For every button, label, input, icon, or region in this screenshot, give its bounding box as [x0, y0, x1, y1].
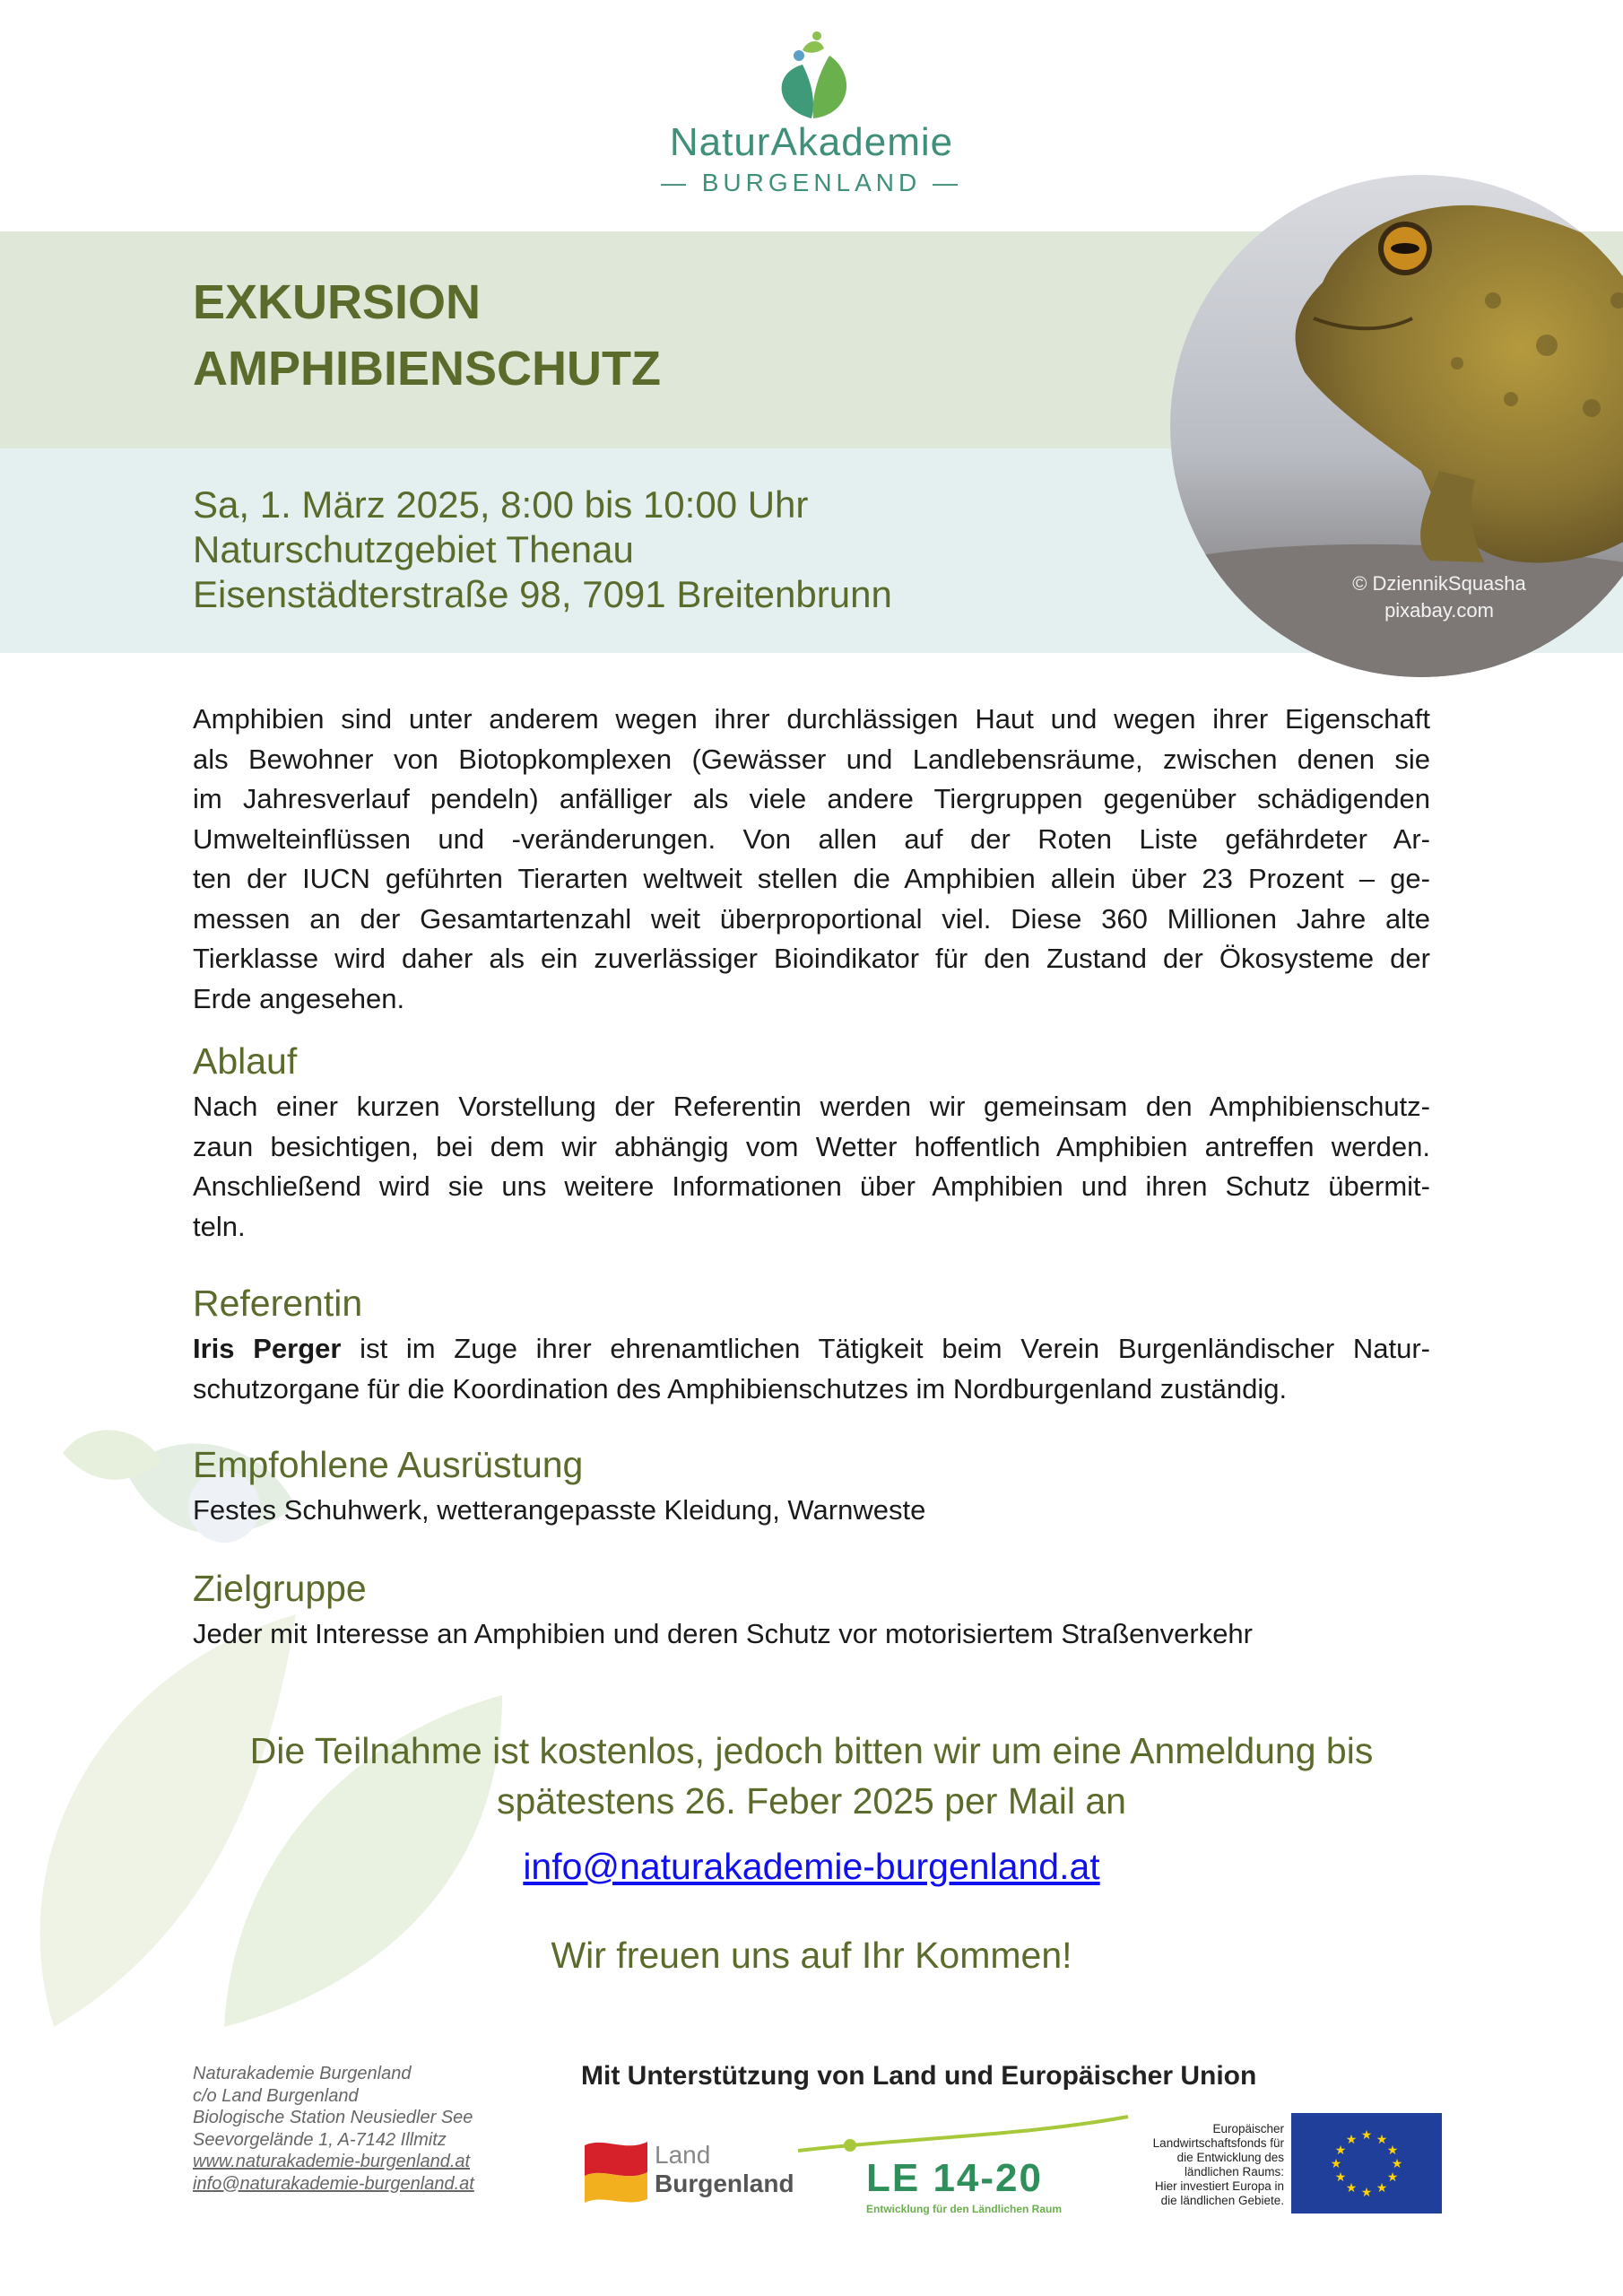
page-title — [193, 269, 661, 402]
referentin-heading: Referentin — [193, 1283, 363, 1324]
footer-address-line: c/o Land Burgenland — [193, 2085, 359, 2106]
zielgruppe-text: Jeder mit Interesse an Amphibien und deren Schutz vor motorisiertem Straßenverkehr — [193, 1618, 1253, 1649]
referentin-line: schutzorgane für die Koordination des Amphibienschutzes im Nordburgenland zuständig. — [193, 1372, 1288, 1405]
ausruestung-heading: Empfohlene Ausrüstung — [193, 1444, 584, 1485]
footer-address-line: Naturakademie Burgenland — [193, 2064, 412, 2083]
eu-fund-text — [1112, 2122, 1284, 2208]
intro-line: Tierklasse wird daher als ein zuverlässiger Bioindikator für den Zustand der Ökosysteme der — [193, 943, 1430, 974]
ablauf-paragraph — [193, 1087, 1430, 1247]
le-logo-subtitle: Entwicklung für den Ländlichen Raum — [866, 2203, 1063, 2215]
event-address: Eisenstädterstraße 98, 7091 Breitenbrunn — [193, 573, 892, 615]
registration-line-1: Die Teilnahme ist kostenlos, jedoch bitten wir um eine Anmeldung bis — [249, 1730, 1374, 1771]
land-logo-line-1: Land — [655, 2141, 711, 2169]
naturakademie-logo — [646, 25, 977, 204]
closing-text: Wir freuen uns auf Ihr Kommen! — [551, 1935, 1072, 1976]
referentin-text: ist im Zuge ihrer ehrenamtlichen Tätigkeit beim Verein Burgenländischer Natur- — [341, 1333, 1430, 1364]
intro-line: Umwelteinflüssen und -veränderungen. Von allen auf der Roten Liste gefährdeter Ar- — [193, 822, 1430, 855]
intro-line: ten der IUCN geführten Tierarten weltweit stellen die Amphibien allein über 23 Prozent – ge- — [193, 863, 1430, 894]
intro-line: Erde angesehen. — [193, 982, 405, 1014]
svg-text:★: ★ — [1345, 2133, 1358, 2147]
footer-website-link[interactable]: www.naturakademie-burgenland.at — [193, 2152, 471, 2171]
logo-name: NaturAkademie — [669, 120, 954, 164]
footer-address — [193, 2063, 474, 2195]
referentin-paragraph — [193, 1329, 1430, 1409]
photo-credit-author: © DziennikSquasha — [1352, 572, 1526, 595]
referentin-name: Iris Perger — [193, 1333, 342, 1364]
logo-subtitle: — BURGENLAND — — [660, 169, 963, 196]
svg-text:★: ★ — [1386, 2170, 1399, 2185]
logo-leaf-icon — [767, 29, 856, 122]
footer-address-line: Seevorgelände 1, A-7142 Illmitz — [193, 2129, 447, 2150]
footer-address-line: Biologische Station Neusiedler See — [193, 2108, 473, 2127]
registration-email-link[interactable]: info@naturakademie-burgenland.at — [523, 1846, 1100, 1887]
intro-paragraph — [193, 700, 1430, 1019]
eu-text-line: die ländlichen Gebiete. — [1160, 2194, 1284, 2207]
svg-text:★: ★ — [1376, 2181, 1388, 2196]
event-place: Naturschutzgebiet Thenau — [193, 528, 634, 570]
svg-text:★: ★ — [1345, 2181, 1358, 2196]
svg-text:★: ★ — [1391, 2157, 1403, 2171]
event-date: Sa, 1. März 2025, 8:00 bis 10:00 Uhr — [193, 483, 809, 526]
svg-text:★: ★ — [1334, 2144, 1347, 2158]
support-statement: Mit Unterstützung von Land und Europäischer Union — [581, 2061, 1257, 2091]
event-details — [193, 483, 892, 617]
le-14-20-logo — [796, 2106, 1130, 2222]
registration-note — [193, 1726, 1430, 1826]
eu-flag-icon — [1291, 2113, 1442, 2213]
land-burgenland-logo — [581, 2135, 796, 2215]
svg-text:★: ★ — [1360, 2128, 1373, 2143]
eu-text-line: Europäischer — [1212, 2122, 1284, 2135]
svg-text:★: ★ — [1330, 2157, 1342, 2171]
svg-text:★: ★ — [1376, 2133, 1388, 2147]
intro-line: messen an der Gesamtartenzahl weit überproportional viel. Diese 360 Millionen Jahre alte — [193, 902, 1430, 935]
registration-line-2: spätestens 26. Feber 2025 per Mail an — [497, 1780, 1126, 1822]
ablauf-line: Anschließend wird sie uns weitere Informationen über Amphibien und ihren Schutz übermit- — [193, 1170, 1430, 1202]
ablauf-line: Nach einer kurzen Vorstellung der Referentin werden wir gemeinsam den Amphibienschutz- — [193, 1091, 1430, 1122]
land-logo-line-2: Burgenland — [655, 2170, 794, 2197]
footer-email-link[interactable]: info@naturakademie-burgenland.at — [193, 2173, 474, 2194]
svg-text:★: ★ — [1360, 2186, 1373, 2200]
eu-text-line: ländlichen Raums: — [1184, 2165, 1284, 2179]
eu-text-line: Hier investiert Europa in — [1154, 2179, 1284, 2193]
photo-credit-source: pixabay.com — [1384, 599, 1494, 622]
svg-text:★: ★ — [1334, 2170, 1347, 2185]
burgenland-flag-icon — [581, 2136, 651, 2206]
eu-text-line: die Entwicklung des — [1176, 2151, 1284, 2164]
le-swoosh-icon — [796, 2106, 1130, 2160]
intro-line: im Jahresverlauf pendeln) anfälliger als viele andere Tiergruppen gegenüber schädigenden — [193, 783, 1430, 814]
intro-line: Amphibien sind unter anderem wegen ihrer durchlässigen Haut und wegen ihrer Eigenschaft — [193, 703, 1430, 735]
svg-text:★: ★ — [1386, 2144, 1399, 2158]
le-logo-title: LE 14-20 — [866, 2156, 1043, 2200]
title-line-1: EXKURSION — [193, 275, 482, 329]
title-line-2: AMPHIBIENSCHUTZ — [193, 342, 661, 396]
photo-credit — [1305, 570, 1574, 624]
eu-text-line: Landwirtschaftsfonds für — [1152, 2136, 1284, 2150]
ablauf-line: zaun besichtigen, bei dem wir abhängig vom Wetter hoffentlich Amphibien antreffen werden. — [193, 1130, 1430, 1162]
referentin-line — [193, 1329, 1430, 1370]
ablauf-line: teln. — [193, 1210, 246, 1242]
intro-line: als Bewohner von Biotopkomplexen (Gewässer und Landlebensräume, zwischen denen sie — [193, 743, 1430, 775]
ausruestung-text: Festes Schuhwerk, wetterangepasste Kleidung, Warnweste — [193, 1494, 926, 1526]
zielgruppe-heading: Zielgruppe — [193, 1568, 367, 1609]
ablauf-heading: Ablauf — [193, 1040, 298, 1082]
